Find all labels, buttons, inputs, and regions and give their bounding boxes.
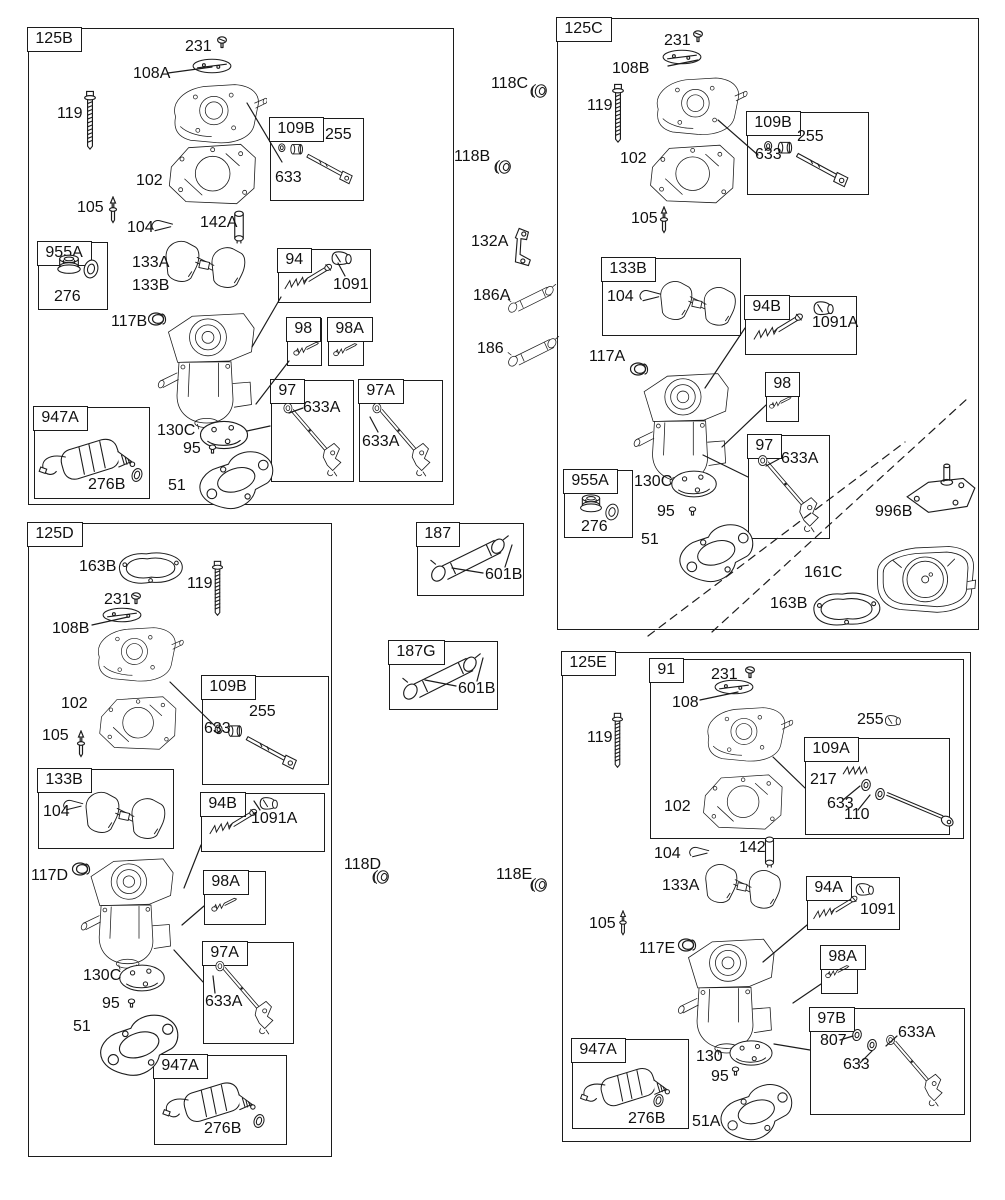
part-label: 186A: [473, 287, 511, 304]
part-group-box-98: [766, 373, 799, 422]
part-label: 51: [73, 1018, 91, 1035]
part-group-box-label: 97A: [358, 379, 403, 404]
part-label: 119: [587, 729, 613, 746]
part-group-box-label: 109B: [201, 675, 255, 700]
part-label: 807: [820, 1032, 847, 1049]
part-group-box-label: 98A: [327, 317, 372, 342]
part-label: 117D: [31, 867, 69, 884]
part-label: 102: [664, 798, 691, 815]
part-label: 231: [104, 591, 131, 608]
part-group-box-label: 94: [277, 248, 312, 273]
part-label: 117A: [589, 348, 626, 365]
group-box-187G: [389, 641, 498, 710]
part-group-box-label: 97: [747, 434, 782, 459]
part-label: 276B: [204, 1120, 242, 1137]
fuel-pipe-icon: [507, 336, 559, 367]
part-group-box-98: [287, 318, 322, 366]
plug-fitting-icon: [531, 83, 548, 98]
part-label: 601B: [485, 566, 523, 583]
part-group-box-label: 97: [270, 379, 305, 404]
part-label: 117B: [111, 313, 148, 330]
part-label: 104: [43, 803, 70, 820]
part-label: 163B: [79, 558, 117, 575]
part-label: 102: [620, 150, 647, 167]
group-box-label: 125C: [556, 17, 611, 42]
part-label: 276: [54, 288, 81, 305]
part-label: 104: [607, 288, 634, 305]
part-label: 633A: [781, 450, 819, 467]
part-label: 142A: [200, 214, 238, 231]
part-label: 217: [810, 771, 837, 788]
part-label: 1091: [333, 276, 369, 293]
part-label: 142: [739, 839, 766, 856]
part-group-box-label: 955A: [563, 469, 617, 494]
part-label: 1091: [860, 901, 896, 918]
part-label: 104: [127, 219, 154, 236]
part-label: 108A: [133, 65, 171, 82]
part-label: 118D: [344, 856, 382, 873]
part-label: 633A: [303, 399, 341, 416]
part-label: 117E: [639, 940, 676, 957]
part-label: 231: [664, 32, 691, 49]
part-label: 102: [61, 695, 88, 712]
group-box-label: 187: [416, 522, 460, 547]
part-label: 276B: [88, 476, 126, 493]
part-label: 104: [654, 845, 681, 862]
part-label: 276: [581, 518, 608, 535]
part-label: 108B: [612, 60, 650, 77]
part-label: 161C: [804, 564, 843, 581]
part-label: 105: [42, 727, 69, 744]
part-label: 130C: [157, 422, 196, 439]
part-label: 231: [185, 38, 212, 55]
plug-fitting-icon: [531, 877, 548, 892]
part-label: 133B: [132, 277, 170, 294]
part-label: 119: [57, 105, 83, 122]
part-label: 996B: [875, 503, 913, 520]
part-label: 276B: [628, 1110, 666, 1127]
part-label: 95: [183, 440, 201, 457]
part-group-box-label: 133B: [601, 257, 655, 282]
part-group-box-label: 947A: [571, 1038, 625, 1063]
part-label: 51: [641, 531, 659, 548]
part-label: 110: [844, 806, 870, 823]
group-box-187: [417, 523, 524, 596]
part-label: 118C: [491, 75, 529, 92]
part-label: 95: [711, 1068, 729, 1085]
part-group-box-label: 133B: [37, 768, 91, 793]
part-group-box-98A: [204, 871, 266, 925]
part-label: 133A: [132, 254, 170, 271]
part-label: 1091A: [251, 810, 298, 827]
part-group-box-label: 109B: [269, 117, 323, 142]
part-label: 633A: [362, 433, 400, 450]
part-group-box-97: [271, 380, 354, 482]
part-group-box-97B: [810, 1008, 965, 1115]
part-label: 163B: [770, 595, 808, 612]
fuel-pipe-icon: [507, 284, 556, 313]
group-box-label: 125E: [561, 651, 615, 676]
part-group-box-98A: [328, 318, 364, 366]
part-group-box-label: 97A: [202, 941, 247, 966]
part-label: 119: [187, 575, 213, 592]
part-label: 132A: [471, 233, 509, 250]
part-group-box-label: 98A: [203, 870, 248, 895]
part-group-box-label: 98A: [820, 945, 865, 970]
part-group-box-label: 947A: [153, 1054, 207, 1079]
part-label: 255: [857, 711, 884, 728]
part-label: 108B: [52, 620, 90, 637]
part-label: 633: [827, 795, 854, 812]
part-group-box-label: 91: [649, 658, 684, 683]
part-label: 108: [672, 694, 699, 711]
part-label: 118B: [454, 148, 491, 165]
part-label: 105: [589, 915, 616, 932]
part-label: 51: [168, 477, 186, 494]
part-group-box-label: 109B: [746, 111, 800, 136]
part-label: 51A: [692, 1113, 721, 1130]
plug-fitting-icon: [495, 159, 512, 174]
part-label: 105: [631, 210, 658, 227]
part-group-box-97A: [359, 380, 443, 482]
part-group-box-label: 109A: [804, 737, 858, 762]
group-box-label: 187G: [388, 640, 444, 665]
part-label: 186: [477, 340, 504, 357]
part-label: 255: [249, 703, 276, 720]
part-label: 1091A: [812, 314, 859, 331]
part-group-box-label: 97B: [809, 1007, 854, 1032]
part-label: 633A: [205, 993, 243, 1010]
part-label: 633: [204, 720, 231, 737]
part-label: 255: [797, 128, 824, 145]
part-group-box-label: 947A: [33, 406, 87, 431]
part-group-box-label: 94B: [200, 792, 245, 817]
group-box-label: 125B: [27, 27, 81, 52]
part-label: 601B: [458, 680, 496, 697]
part-label: 231: [711, 666, 738, 683]
part-group-box-98A: [821, 946, 858, 994]
part-label: 130C: [634, 473, 673, 490]
part-label: 633: [755, 146, 782, 163]
part-label: 130: [696, 1048, 723, 1065]
part-label: 255: [325, 126, 352, 143]
part-label: 102: [136, 172, 163, 189]
part-group-box-label: 94B: [744, 295, 789, 320]
part-group-box-label: 98: [765, 372, 800, 397]
part-group-box-label: 94A: [806, 876, 851, 901]
part-label: 105: [77, 199, 104, 216]
part-label: 633: [275, 169, 302, 186]
part-label: 119: [587, 97, 613, 114]
part-label: 95: [102, 995, 120, 1012]
part-group-box-label: 98: [286, 317, 321, 342]
part-label: 133A: [662, 877, 700, 894]
part-label: 130C: [83, 967, 122, 984]
part-group-box-label: 955A: [37, 241, 91, 266]
part-label: 633A: [898, 1024, 936, 1041]
part-label: 118E: [496, 866, 533, 883]
bracket-icon: [515, 228, 530, 265]
group-box-label: 125D: [27, 522, 82, 547]
part-label: 95: [657, 503, 675, 520]
part-label: 633: [843, 1056, 870, 1073]
